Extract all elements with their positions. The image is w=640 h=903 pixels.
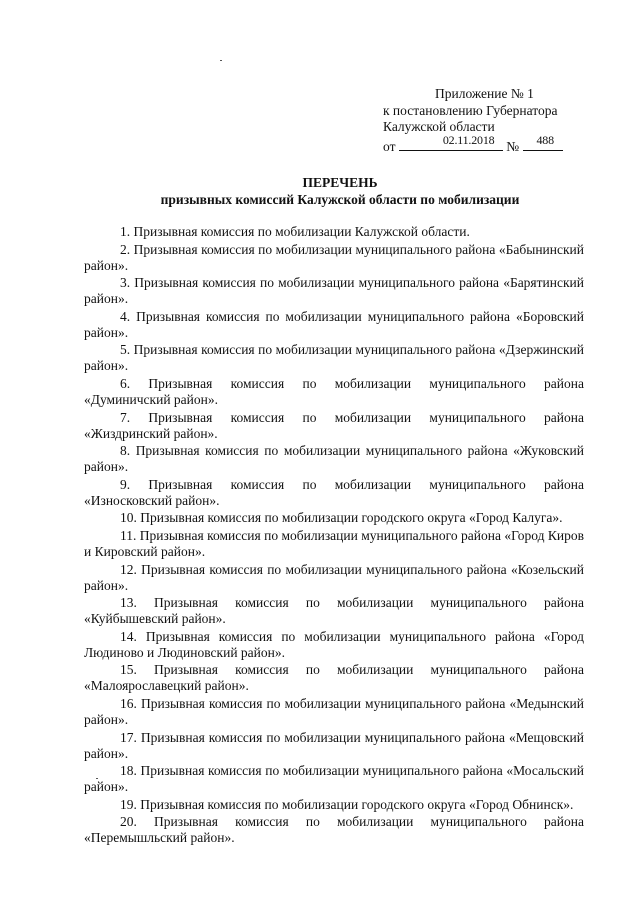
list-item: 9. Призывная комиссия по мобилизации муниципального района «Износковский район». xyxy=(84,476,584,508)
list-item: 4. Призывная комиссия по мобилизации муниципального района «Боровский район». xyxy=(84,308,584,340)
number-label: № xyxy=(506,138,520,154)
list-item: 18. Призывная комиссия по мобилизации муниципального района «Мосальский район». xyxy=(84,763,584,795)
number-field xyxy=(523,133,563,151)
appendix-block xyxy=(383,86,583,155)
list-item: 1. Призывная комиссия по мобилизации Калужской области. xyxy=(120,224,470,239)
list-item: 16. Призывная комиссия по мобилизации муниципального района «Медынский район». xyxy=(84,695,584,727)
list-item: 3. Призывная комиссия по мобилизации муниципального района «Барятинский район». xyxy=(84,275,584,307)
scan-speck xyxy=(220,60,222,61)
list-item: 6. Призывная комиссия по мобилизации муниципального района «Думиничский район». xyxy=(84,375,584,407)
list-item: 20. Призывная комиссия по мобилизации муниципального района «Перемышльский район». xyxy=(84,814,584,846)
appendix-title: Приложение № 1 xyxy=(435,86,534,101)
list-item: 5. Призывная комиссия по мобилизации муниципального района «Дзержинский район». xyxy=(84,342,584,374)
list-item: 7. Призывная комиссия по мобилизации муниципального района «Жиздринский район». xyxy=(84,409,584,441)
title-heading: ПЕРЕЧЕНЬ xyxy=(302,175,378,190)
list-item: 10. Призывная комиссия по мобилизации городского округа «Город Калуга». xyxy=(120,510,563,526)
list-item: 15. Призывная комиссия по мобилизации муниципального района «Малоярославецкий район». xyxy=(84,662,584,694)
list-item: 8. Призывная комиссия по мобилизации муниципального района «Жуковский район». xyxy=(84,443,584,475)
date-field xyxy=(399,133,503,151)
document-title xyxy=(80,174,600,208)
list-item: 14. Призывная комиссия по мобилизации муниципального района «Город Людиново и Людиновский район». xyxy=(84,628,584,660)
title-subheading: призывных комиссий Калужской области по мобилизации xyxy=(160,192,520,207)
list-item: 13. Призывная комиссия по мобилизации муниципального района «Куйбышевский район». xyxy=(84,595,584,627)
appendix-region-line: Калужской области xyxy=(383,119,495,134)
appendix-decree-line: к постановлению Губернатора xyxy=(383,102,558,118)
appendix-date-number-line xyxy=(383,133,583,156)
list-item: 17. Призывная комиссия по мобилизации муниципального района «Мещовский район». xyxy=(84,729,584,761)
from-label: от xyxy=(383,138,396,154)
commission-list xyxy=(84,224,584,848)
list-item: 2. Призывная комиссия по мобилизации муниципального района «Бабынинский район». xyxy=(84,241,584,273)
date-value: 02.11.2018 xyxy=(442,133,495,147)
list-item: 19. Призывная комиссия по мобилизации городского округа «Город Обнинск». xyxy=(120,796,574,812)
list-item: 11. Призывная комиссия по мобилизации муниципального района «Город Киров и Кировский район». xyxy=(84,527,584,559)
number-value: 488 xyxy=(536,133,554,147)
list-item: 12. Призывная комиссия по мобилизации муниципального района «Козельский район». xyxy=(84,561,584,593)
